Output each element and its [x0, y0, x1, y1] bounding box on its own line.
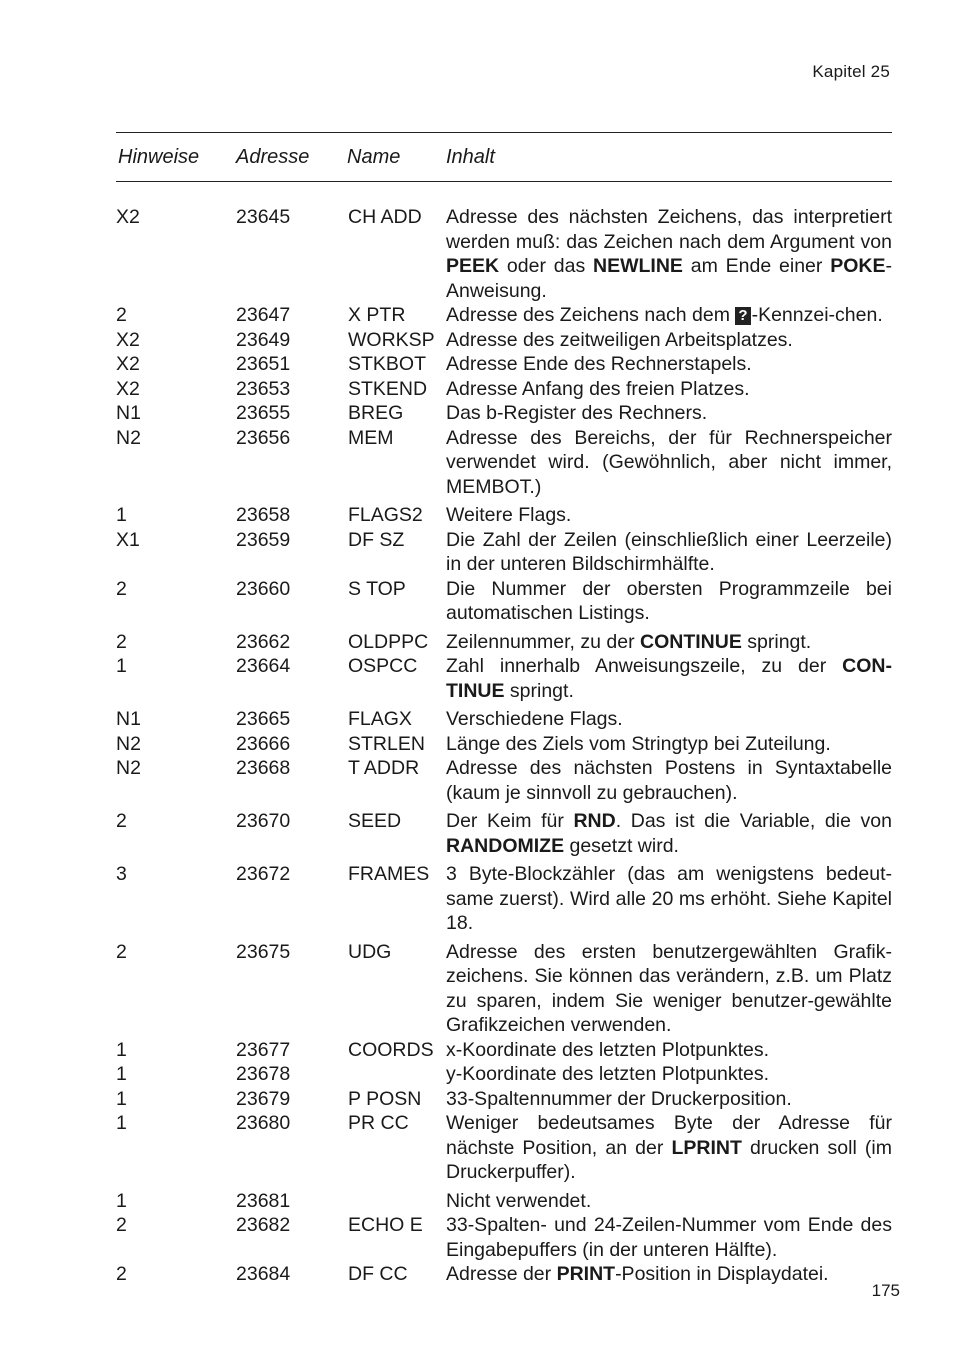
table-row: [116, 707, 892, 732]
content-cell: [446, 426, 892, 500]
address-cell: 23682: [236, 1214, 291, 1236]
address-cell: 23647: [236, 304, 291, 326]
table-row: [116, 1062, 892, 1087]
name-cell: BREG: [348, 402, 404, 424]
hint-cell: 3: [116, 863, 127, 885]
table-row: [116, 1038, 892, 1063]
address-cell: 23678: [236, 1063, 291, 1085]
name-cell: OSPCC: [348, 655, 418, 677]
content-cell: [446, 1111, 892, 1185]
content-cell: [446, 1038, 892, 1063]
name-cell: OLDPPC: [348, 630, 429, 653]
table-row: [116, 352, 892, 377]
text-run: Zahl innerhalb Anweisungszeile, zu der: [446, 655, 843, 677]
name-cell: WORKSP: [348, 328, 435, 351]
text-run: -Anweisung.: [446, 255, 892, 302]
table-row: [116, 426, 892, 500]
address-cell: 23649: [236, 328, 291, 351]
hint-cell: 1: [116, 504, 127, 526]
content-cell: [446, 503, 892, 528]
hint-cell: 1: [116, 655, 127, 677]
name-cell: P POSN: [348, 1087, 422, 1110]
question-mark-icon: ?: [735, 307, 750, 325]
hint-cell: 2: [116, 940, 127, 963]
table-row: [116, 756, 892, 805]
name-cell: COORDS: [348, 1038, 434, 1061]
name-cell: X PTR: [348, 304, 406, 326]
hint-cell: X2: [116, 353, 140, 375]
content-cell: [446, 809, 892, 858]
keyword: CON-TINUE: [446, 655, 892, 702]
text-run: 33-Spaltennummer der Druckerposition.: [446, 1087, 792, 1110]
name-cell: [348, 1189, 446, 1214]
address-cell: 23677: [236, 1038, 291, 1061]
hint-cell: 2: [116, 577, 127, 600]
table-row: [116, 1189, 892, 1214]
table-row: [116, 940, 892, 1038]
top-rule: [116, 132, 892, 133]
content-cell: [446, 577, 892, 626]
text-run: Adresse des Bereichs, der für Rechnerspeicher verwendet wird. (Gewöhnlich, aber nicht immer, MEMBOT.): [446, 426, 892, 498]
table-row: [116, 577, 892, 626]
address-cell: 23660: [236, 577, 291, 600]
text-run: Der Keim für: [446, 810, 574, 832]
text-run: Adresse des ersten benutzergewählten Grafik-zeichens. Sie können das verändern, z.B. um Platz zu sparen, indem Sie weniger benutzer-gewählte Grafikzeichen verwenden.: [446, 940, 892, 1036]
name-cell: CH ADD: [348, 206, 422, 228]
address-cell: 23681: [236, 1189, 291, 1212]
address-cell: 23645: [236, 206, 291, 228]
hint-cell: 2: [116, 1263, 127, 1285]
text-run: Adresse des Zeichens nach dem: [446, 304, 736, 326]
table-row: [116, 303, 892, 328]
name-cell: MEM: [348, 426, 394, 449]
hint-cell: X1: [116, 528, 140, 551]
chapter-header: Kapitel 25: [812, 62, 890, 81]
content-cell: [446, 630, 892, 655]
content-cell: [446, 352, 892, 377]
address-cell: 23651: [236, 353, 291, 375]
address-cell: 23680: [236, 1112, 291, 1134]
address-cell: 23672: [236, 863, 291, 885]
name-cell: STKBOT: [348, 353, 427, 375]
table-row: [116, 654, 892, 703]
hint-cell: N2: [116, 426, 141, 449]
content-cell: [446, 707, 892, 732]
content-cell: [446, 1262, 892, 1287]
text-run: Weniger bedeutsames Byte der Adresse für nächste Position, an der: [446, 1112, 892, 1159]
text-run: 3 Byte-Blockzähler (das am wenigstens bedeut-same zuerst). Wird alle 20 ms erhöht. Siehe Kapitel 18.: [446, 863, 892, 934]
table-row: [116, 1213, 892, 1262]
address-cell: 23666: [236, 732, 291, 755]
content-cell: [446, 528, 892, 577]
address-cell: 23653: [236, 377, 291, 400]
name-cell: PR CC: [348, 1112, 409, 1134]
text-run: x-Koordinate des letzten Plotpunktes.: [446, 1038, 770, 1061]
text-run: 33-Spalten- und 24-Zeilen-Nummer vom Ende des Eingabepuffers (in der unteren Hälfte).: [446, 1214, 892, 1261]
name-cell: [348, 1062, 446, 1087]
text-run: Die Nummer der obersten Programmzeile bei automatischen Listings.: [446, 577, 892, 624]
hint-cell: 2: [116, 304, 127, 326]
table-row: [116, 401, 892, 426]
name-cell: FLAGX: [348, 708, 412, 730]
content-cell: [446, 328, 892, 353]
address-cell: 23679: [236, 1087, 291, 1110]
content-cell: [446, 862, 892, 936]
hint-cell: 1: [116, 1189, 127, 1212]
text-run: Adresse des nächsten Zeichens, das interpretiert werden muß: das Zeichen nach dem Argument von: [446, 206, 892, 253]
text-run: y-Koordinate des letzten Plotpunktes.: [446, 1063, 770, 1085]
text-run: Das b-Register des Rechners.: [446, 402, 708, 424]
address-cell: 23684: [236, 1263, 291, 1285]
hint-cell: 1: [116, 1112, 127, 1134]
hint-cell: X2: [116, 206, 140, 228]
hint-cell: 2: [116, 630, 127, 653]
text-run: Adresse des nächsten Postens in Syntaxtabelle (kaum je sinnvoll zu gebrauchen).: [446, 757, 892, 804]
content-cell: [446, 732, 892, 757]
table-row: [116, 205, 892, 303]
col-header-name: Name: [347, 146, 401, 168]
address-cell: 23662: [236, 630, 291, 653]
page-number: 175: [871, 1281, 900, 1300]
keyword: PEEK: [446, 255, 500, 277]
keyword: PRINT: [556, 1263, 616, 1285]
table-row: [116, 528, 892, 577]
hint-cell: N1: [116, 402, 141, 424]
table-row: [116, 1262, 892, 1287]
name-cell: FRAMES: [348, 863, 430, 885]
content-cell: [446, 756, 892, 805]
name-cell: ECHO E: [348, 1214, 423, 1236]
address-cell: 23659: [236, 528, 291, 551]
hint-cell: N2: [116, 757, 141, 779]
content-cell: [446, 1087, 892, 1112]
table-row: [116, 1111, 892, 1185]
name-cell: SEED: [348, 810, 402, 832]
text-run: -Kennzei-chen.: [751, 304, 883, 326]
content-cell: [446, 1062, 892, 1087]
table-row: [116, 377, 892, 402]
hint-cell: X2: [116, 328, 140, 351]
address-cell: 23668: [236, 757, 291, 779]
name-cell: STRLEN: [348, 732, 425, 755]
content-cell: [446, 303, 892, 328]
hint-cell: 2: [116, 810, 127, 832]
table-row: [116, 732, 892, 757]
keyword: CONTINUE: [640, 630, 742, 653]
text-run: Verschiedene Flags.: [446, 708, 623, 730]
system-variables-table: [116, 205, 892, 1287]
content-cell: [446, 1213, 892, 1262]
name-cell: S TOP: [348, 577, 406, 600]
address-cell: 23664: [236, 655, 291, 677]
table-row: [116, 503, 892, 528]
table-row: [116, 630, 892, 655]
table-row: [116, 862, 892, 936]
hint-cell: 1: [116, 1087, 127, 1110]
content-cell: [446, 401, 892, 426]
keyword: NEWLINE: [593, 255, 683, 277]
text-run: . Das ist die Variable, die von: [615, 810, 892, 832]
content-cell: [446, 940, 892, 1038]
header-rule: [116, 181, 892, 182]
keyword: RND: [573, 810, 616, 832]
col-header-address: Adresse: [236, 146, 310, 168]
text-run: oder das: [499, 255, 594, 277]
name-cell: STKEND: [348, 377, 428, 400]
content-cell: [446, 1189, 892, 1214]
table-row: [116, 809, 892, 858]
keyword: POKE: [830, 255, 886, 277]
text-run: Adresse Ende des Rechnerstapels.: [446, 353, 752, 375]
text-run: Weitere Flags.: [446, 504, 572, 526]
hint-cell: N2: [116, 732, 141, 755]
text-run: Adresse der: [446, 1263, 557, 1285]
hint-cell: 2: [116, 1214, 127, 1236]
name-cell: DF SZ: [348, 528, 405, 551]
text-run: Adresse des zeitweiligen Arbeitsplatzes.: [446, 328, 793, 351]
hint-cell: 1: [116, 1038, 127, 1061]
name-cell: FLAGS2: [348, 504, 423, 526]
col-header-hints: Hinweise: [118, 146, 200, 168]
address-cell: 23656: [236, 426, 291, 449]
address-cell: 23655: [236, 402, 291, 424]
address-cell: 23675: [236, 940, 291, 963]
content-cell: [446, 377, 892, 402]
name-cell: DF CC: [348, 1263, 408, 1285]
text-run: -Position in Displaydatei.: [615, 1263, 829, 1285]
hint-cell: X2: [116, 377, 140, 400]
text-run: Adresse Anfang des freien Platzes.: [446, 377, 750, 400]
address-cell: 23670: [236, 810, 291, 832]
text-run: gesetzt wird.: [564, 834, 679, 857]
text-run: am Ende einer: [682, 255, 831, 277]
keyword: LPRINT: [671, 1136, 742, 1159]
content-cell: [446, 654, 892, 703]
text-run: drucken soll (im Druckerpuffer).: [446, 1136, 892, 1183]
text-run: Die Zahl der Zeilen (einschließlich einer Leerzeile) in der unteren Bildschirmhälfte.: [446, 528, 892, 575]
text-run: Nicht verwendet.: [446, 1189, 592, 1212]
hint-cell: 1: [116, 1063, 127, 1085]
address-cell: 23665: [236, 708, 291, 730]
text-run: Zeilennummer, zu der: [446, 630, 641, 653]
table-row: [116, 1087, 892, 1112]
name-cell: T ADDR: [348, 757, 420, 779]
content-cell: [446, 205, 892, 303]
address-cell: 23658: [236, 504, 291, 526]
name-cell: UDG: [348, 940, 392, 963]
text-run: Länge des Ziels vom Stringtyp bei Zuteilung.: [446, 732, 831, 755]
keyword: RANDOMIZE: [446, 834, 565, 857]
table-row: [116, 328, 892, 353]
col-header-content: Inhalt: [446, 146, 495, 168]
text-run: springt.: [504, 679, 574, 702]
hint-cell: N1: [116, 708, 141, 730]
text-run: springt.: [741, 630, 812, 653]
